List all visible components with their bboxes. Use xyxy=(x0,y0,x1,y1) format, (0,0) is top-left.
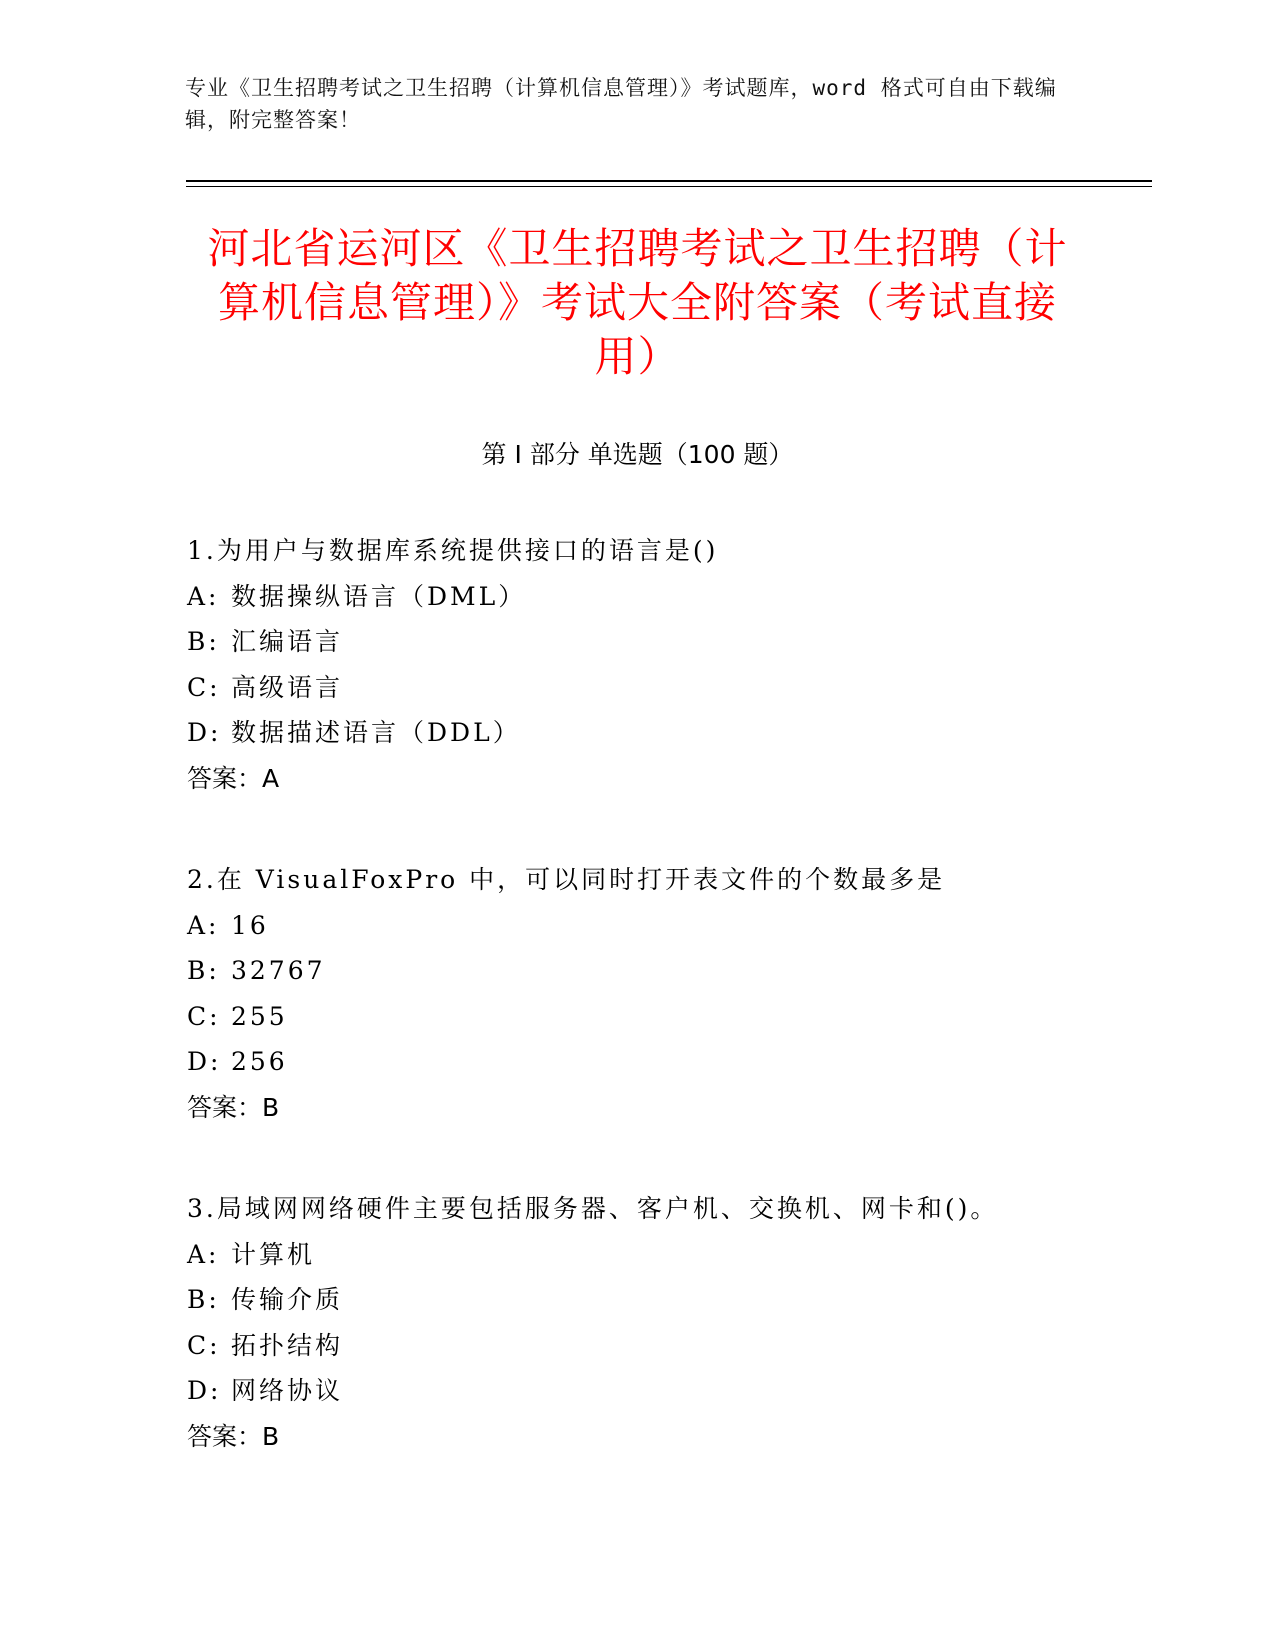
option-letter: D: xyxy=(187,1376,222,1405)
question-item xyxy=(187,528,1137,801)
option-letter: A: xyxy=(187,581,220,611)
option-text: 255 xyxy=(231,1001,288,1031)
option-b xyxy=(187,1277,1137,1323)
option-a xyxy=(187,903,1137,949)
question-item xyxy=(187,857,1137,1130)
option-c xyxy=(187,665,1137,711)
answer-line: 答案：A xyxy=(187,763,280,793)
option-letter: D: xyxy=(187,1047,222,1076)
option-text: 传输介质 xyxy=(231,1285,344,1314)
header-divider-thick xyxy=(186,180,1152,182)
option-letter: C: xyxy=(187,1001,221,1031)
option-b xyxy=(187,619,1137,665)
option-letter: B: xyxy=(187,956,220,985)
option-text: 16 xyxy=(231,910,269,940)
option-text: 数据描述语言（DDL） xyxy=(231,718,521,747)
option-letter: B: xyxy=(187,1285,220,1314)
option-text: 高级语言 xyxy=(231,672,344,702)
option-text: 拓扑结构 xyxy=(231,1330,344,1360)
option-text: 网络协议 xyxy=(231,1376,344,1405)
option-c xyxy=(187,994,1137,1040)
option-c xyxy=(187,1323,1137,1369)
option-b xyxy=(187,948,1137,994)
answer-line: 答案：B xyxy=(187,1092,280,1122)
option-d xyxy=(187,1368,1137,1414)
option-letter: A: xyxy=(187,1239,220,1269)
header-note: 专业《卫生招聘考试之卫生招聘（计算机信息管理）》考试题库，word 格式可自由下载编辑，附完整答案！ xyxy=(185,76,1057,132)
option-letter: B: xyxy=(187,627,220,656)
option-text: 数据操纵语言（DML） xyxy=(231,581,527,611)
header-divider-thin xyxy=(186,186,1152,187)
option-letter: C: xyxy=(187,672,221,702)
option-letter: D: xyxy=(187,718,222,747)
answer-line: 答案：B xyxy=(187,1421,280,1451)
document-title: 河北省运河区《卫生招聘考试之卫生招聘（计算机信息管理）》考试大全附答案（考试直接用） xyxy=(207,224,1068,381)
option-letter: A: xyxy=(187,910,220,940)
question-stem: 3.局域网网络硬件主要包括服务器、客户机、交换机、网卡和()。 xyxy=(187,1194,999,1223)
option-text: 计算机 xyxy=(231,1239,316,1269)
option-a xyxy=(187,1232,1137,1278)
option-d xyxy=(187,1039,1137,1085)
option-d xyxy=(187,710,1137,756)
question-list xyxy=(187,528,1137,1515)
question-stem: 2.在 VisualFoxPro 中，可以同时打开表文件的个数最多是 xyxy=(187,865,946,894)
option-letter: C: xyxy=(187,1330,221,1360)
question-item xyxy=(187,1186,1137,1459)
option-text: 汇编语言 xyxy=(231,627,344,656)
section-title: 第 I 部分 单选题（100 题） xyxy=(481,440,794,469)
option-text: 32767 xyxy=(231,956,326,985)
option-text: 256 xyxy=(231,1047,288,1076)
option-a xyxy=(187,574,1137,620)
question-stem: 1.为用户与数据库系统提供接口的语言是() xyxy=(187,536,719,565)
